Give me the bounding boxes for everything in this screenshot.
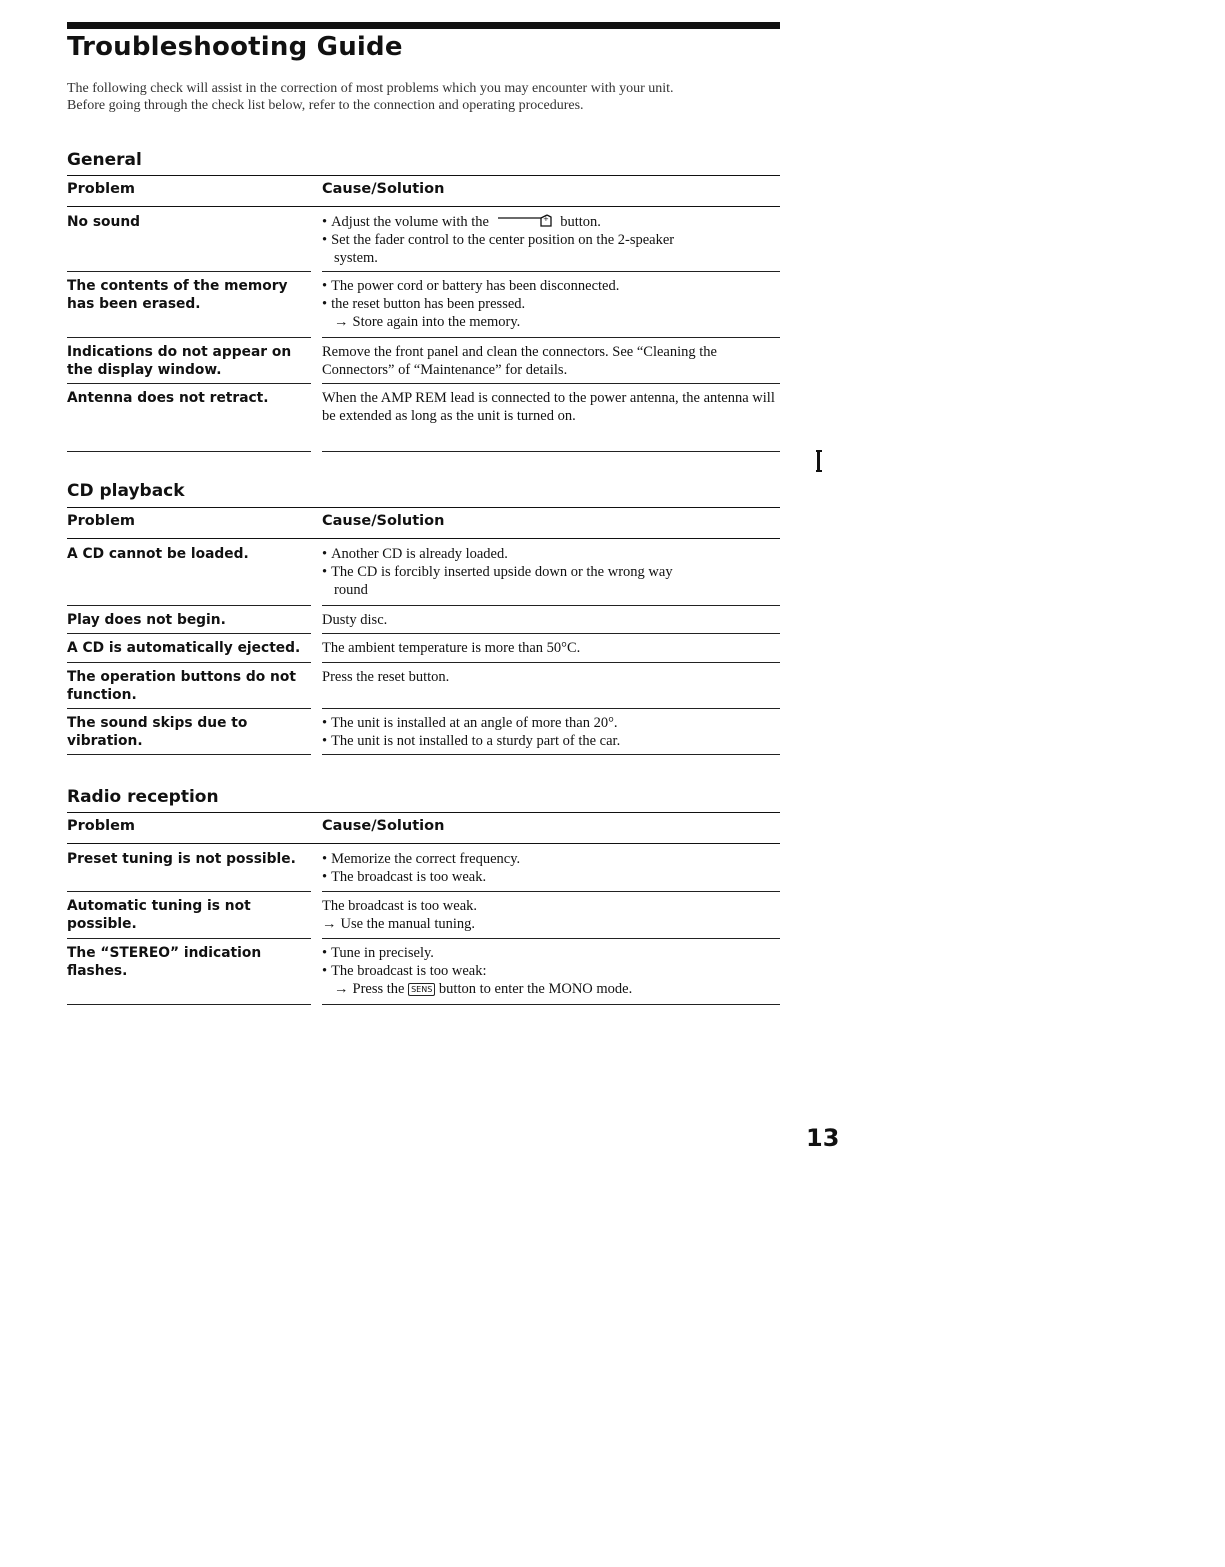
table-row [67,891,780,938]
solution-cell [322,271,780,338]
solution-line [322,231,780,249]
arrow-icon: → [334,314,349,330]
solution-text: The unit is installed at an angle of more than 20°. [331,715,618,731]
solution-line [322,944,780,962]
solution-cell: Remove the front panel and clean the connectors. See “Cleaning the Connectors” of “Maintenance” for details. [322,337,780,384]
solution-line [322,868,780,886]
solution-line [322,714,780,732]
problem-cell: Play does not begin. [67,605,311,634]
solution-text: The broadcast is too weak. [331,869,487,885]
solution-text: The unit is not installed to a sturdy part of the car. [331,733,621,749]
solution-line-cont: round [334,582,368,598]
solution-text: button to enter the MONO mode. [438,981,633,997]
solution-text: Use the manual tuning. [340,916,476,932]
solution-line [322,850,780,868]
solution-text: Memorize the correct frequency. [331,851,521,867]
section-title-general: General [67,150,142,170]
solution-text: button. [560,214,601,230]
solution-cell [322,844,780,892]
header-cause-solution: Cause/Solution [322,181,445,197]
solution-text: The power cord or battery has been disconnected. [331,278,620,294]
svg-text:+: + [542,215,549,223]
solution-cell [322,938,780,1005]
cd-playback-table [67,507,780,754]
arrow-icon: → [334,981,349,997]
solution-text: Tune in precisely. [331,945,434,961]
table-row [67,207,780,271]
solution-line [322,295,780,313]
solution-line [322,563,780,581]
solution-text: Another CD is already loaded. [331,546,508,562]
solution-line [322,732,780,750]
problem-cell: The “STEREO” indication flashes. [67,938,311,1005]
table-row [67,844,780,891]
solution-line [322,980,780,998]
bullet-icon: • [322,715,328,731]
bullet-icon: • [322,278,328,294]
bullet-icon: • [322,296,328,312]
solution-cell [322,539,780,606]
problem-cell: Automatic tuning is not possible. [67,891,311,939]
bullet-icon: • [322,214,328,230]
table-row [67,271,780,337]
solution-line [322,213,780,231]
header-rule [67,22,780,29]
solution-text: Set the fader control to the center position on the 2-speaker [331,232,675,248]
bullet-icon: • [322,733,328,749]
intro-line-2: Before going through the check list below, refer to the connection and operating procedures. [67,98,584,113]
problem-cell: No sound [67,207,311,272]
table-row [67,938,780,1004]
solution-line [322,545,780,563]
intro-line-1: The following check will assist in the correction of most problems which you may encounter with your unit. [67,81,674,96]
section-title-radio-reception: Radio reception [67,787,219,807]
page-number: 13 [806,1124,840,1152]
header-cause-solution: Cause/Solution [322,818,445,834]
solution-text: The CD is forcibly inserted upside down or the wrong way [331,564,673,580]
header-problem: Problem [67,818,136,834]
solution-text: Store again into the memory. [352,314,521,330]
table-row [67,383,780,451]
table-row [67,337,780,383]
problem-cell: The sound skips due to vibration. [67,708,311,755]
solution-cell: When the AMP REM lead is connected to the power antenna, the antenna will be extended as long as the unit is turned on. [322,383,780,452]
solution-cell: Press the reset button. [322,662,780,709]
section-title-cd-playback: CD playback [67,481,185,501]
solution-line [322,915,780,933]
bullet-icon: • [322,564,328,580]
solution-cell [322,708,780,755]
table-header [67,175,780,207]
problem-cell: A CD cannot be loaded. [67,539,311,606]
table-row [67,662,780,708]
problem-cell: Indications do not appear on the display window. [67,337,311,384]
solution-line [322,313,780,331]
table-row [67,605,780,633]
solution-text: Press the [352,981,405,997]
problem-cell: Antenna does not retract. [67,383,311,452]
header-problem: Problem [67,513,136,529]
arrow-icon: → [322,916,337,932]
radio-reception-table [67,812,780,1004]
table-row [67,708,780,754]
table-header [67,812,780,844]
bullet-icon: • [322,869,328,885]
solution-cell: The ambient temperature is more than 50°C. [322,633,780,663]
problem-cell: The operation buttons do not function. [67,662,311,709]
page-title: Troubleshooting Guide [67,32,403,62]
solution-line-cont: system. [334,250,378,266]
bullet-icon: • [322,851,328,867]
bullet-icon: • [322,963,328,979]
edge-mark-icon [816,450,822,472]
sens-button-icon: SENS [408,983,435,996]
intro-text [67,80,779,114]
bullet-icon: • [322,232,328,248]
table-row [67,539,780,605]
solution-cell [322,891,780,939]
problem-cell: Preset tuning is not possible. [67,844,311,892]
table-header [67,507,780,539]
solution-line [322,962,780,980]
solution-text: The broadcast is too weak: [331,963,487,979]
general-table [67,175,780,451]
solution-cell: Dusty disc. [322,605,780,634]
problem-cell: A CD is automatically ejected. [67,633,311,663]
solution-text: the reset button has been pressed. [331,296,526,312]
bullet-icon: • [322,546,328,562]
header-cause-solution: Cause/Solution [322,513,445,529]
solution-text: Adjust the volume with the [331,214,489,230]
solution-cell [322,207,780,272]
header-problem: Problem [67,181,136,197]
table-row [67,633,780,662]
problem-cell: The contents of the memory has been erased. [67,271,311,338]
bullet-icon: • [322,945,328,961]
solution-line: The broadcast is too weak. [322,898,478,914]
solution-line [322,277,780,295]
volume-button-icon [497,214,553,228]
